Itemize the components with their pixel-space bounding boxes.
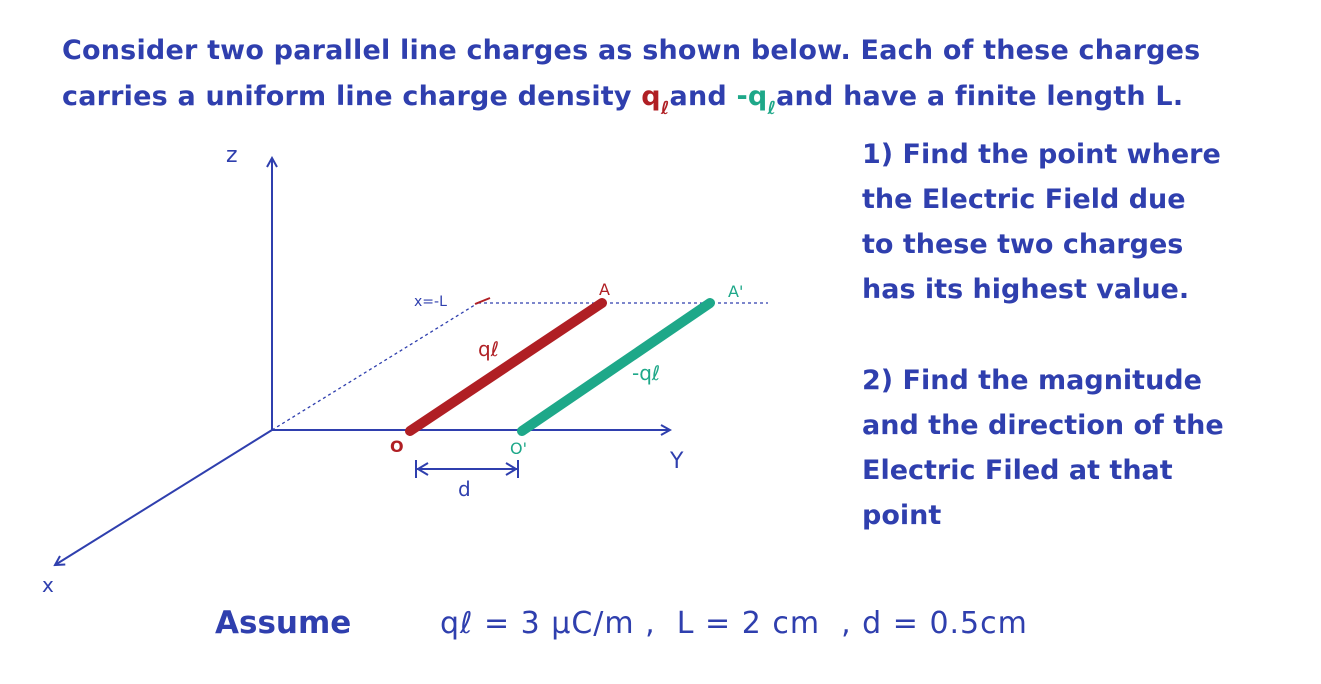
negative-charge-subscript: ℓ (767, 98, 777, 119)
y-axis-label: Y (670, 449, 684, 474)
assume-values: qℓ = 3 μC/m , L = 2 cm , d = 0.5cm (440, 606, 1028, 641)
question-2: 2) Find the magnitude and the direction of the Electric Filed at that point (862, 365, 1224, 531)
negative-charge-label: -qℓ (632, 361, 661, 385)
question-1: 1) Find the point where the Electric Field due to these two charges has its highest value. (862, 139, 1221, 305)
x-axis (55, 430, 272, 565)
x-equals-minus-L-label: x=-L (414, 294, 447, 310)
x-axis-label: x (42, 573, 54, 597)
problem-line-2-suffix: and have a finite length L. (776, 81, 1184, 112)
point-A-label: A (599, 280, 610, 299)
point-O-label: O (390, 437, 404, 456)
negative-line-charge (522, 303, 710, 431)
point-A-prime-label: A' (728, 282, 744, 301)
negative-charge-symbol: -q (736, 81, 768, 112)
positive-charge-subscript: ℓ (660, 98, 670, 119)
point-O-prime-label: O' (510, 439, 527, 458)
x-minus-L-tick (475, 298, 490, 304)
and-word: and (669, 81, 737, 112)
positive-line-charge (410, 303, 602, 431)
positive-charge-label: qℓ (478, 337, 499, 361)
positive-charge-symbol: q (641, 81, 661, 112)
d-label: d (458, 477, 471, 501)
problem-line-1: Consider two parallel line charges as shown below. Each of these charges (62, 35, 1201, 66)
assume-label: Assume (215, 605, 352, 641)
z-axis-label: z (226, 143, 238, 168)
problem-line-2-prefix: carries a uniform line charge density (62, 81, 642, 112)
